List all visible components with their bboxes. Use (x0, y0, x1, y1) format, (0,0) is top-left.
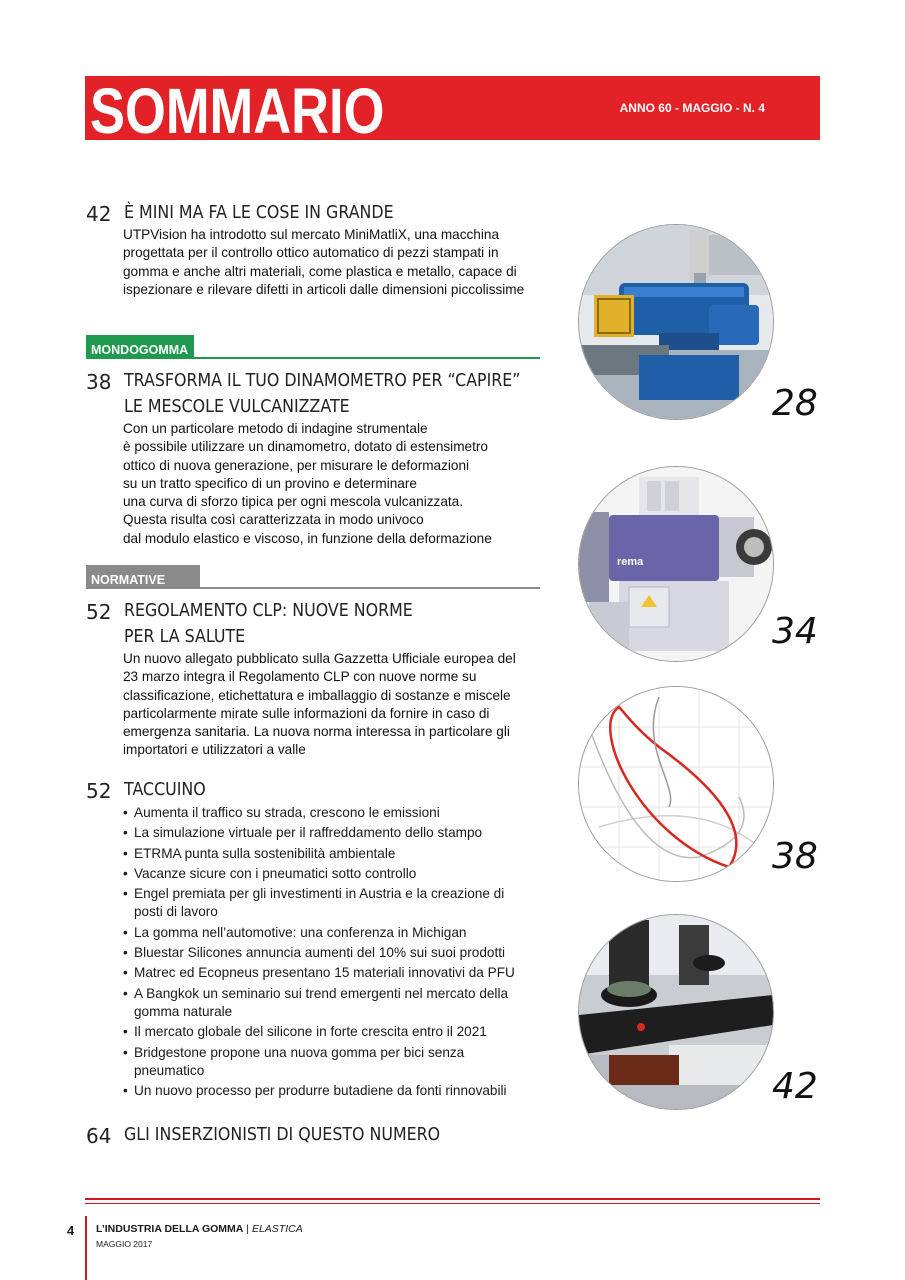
section-tag-normative (86, 565, 540, 589)
header-banner (85, 75, 820, 147)
curve-graph-photo[interactable] (578, 686, 774, 882)
rema-machine-photo[interactable] (578, 466, 774, 662)
list-item[interactable]: • Bluestar Silicones annuncia aumenti del 10% sui suoi prodotti (123, 945, 506, 961)
list-item[interactable]: • Matrec ed Ecopneus presentano 15 materiali innovativi da PFU (123, 965, 515, 981)
section-label: NORMATIVE (86, 565, 200, 589)
page-title: SOMMARIO (90, 75, 385, 147)
toc-title[interactable]: LE MESCOLE VULCANIZZATE (124, 396, 350, 417)
toc-page-number: 38 (86, 370, 112, 394)
toc-page-number: 64 (86, 1124, 112, 1148)
toc-title[interactable]: TACCUINO (124, 779, 206, 800)
footer-date: MAGGIO 2017 (96, 1239, 153, 1249)
list-item[interactable]: • La simulazione virtuale per il raffreddamento dello stampo (123, 825, 483, 841)
footer-magazine-name: L’INDUSTRIA DELLA GOMMA | ELASTICA (96, 1223, 303, 1235)
list-item[interactable]: • Aumenta il traffico su strada, crescono le emissioni (123, 805, 440, 820)
list-item[interactable]: • A Bangkok un seminario sui trend emergenti nel mercato della gomma naturale (123, 985, 509, 1019)
section-tag-mondogomma (86, 335, 540, 359)
list-item[interactable]: • La gomma nell’automotive: una conferenza in Michigan (123, 924, 467, 940)
list-item[interactable]: • Engel premiata per gli investimenti in Austria e la creazione di posti di lavoro (123, 886, 505, 920)
toc-page-number: 52 (86, 600, 112, 624)
toc-page-number: 42 (86, 202, 112, 226)
extruder-machine-photo[interactable] (578, 224, 774, 420)
toc-description: UTPVision ha introdotto sul mercato MiniMatliX, una macchina progettata per il controllo ottico automatico di pezzi stampati in gomma e anche altri materiali, come plastica e metallo, capace di ispezionare e rilevare difetti in articoli dalle dimensioni piccolissime (123, 227, 525, 297)
toc-page-number: 52 (86, 779, 112, 803)
toc-title[interactable]: GLI INSERZIONISTI DI QUESTO NUMERO (124, 1124, 441, 1145)
toc-description: Un nuovo allegato pubblicato sulla Gazzetta Ufficiale europea del 23 marzo integra il Regolamento CLP con nuove norme su classificazione, etichettatura e imballaggio di sostanze e miscele particolarmente mirate sulle informazioni da fornire in caso di emergenza sanitaria. La nuova norma interessa in particolare gli importatori e utilizzatori a valle (123, 651, 516, 758)
thumbnail-page-number: 34 (772, 611, 818, 652)
toc-title[interactable]: È MINI MA FA LE COSE IN GRANDE (124, 202, 394, 223)
footer-page-number: 4 (67, 1223, 75, 1238)
thumbnail-page-number: 38 (772, 836, 818, 877)
footer-vertical-bar (85, 1216, 87, 1280)
thumbnail-page-number: 42 (772, 1066, 818, 1107)
list-item[interactable]: • Vacanze sicure con i pneumatici sotto controllo (123, 865, 417, 881)
thumbnail-page-number: 28 (772, 383, 818, 424)
section-label: MONDOGOMMA (86, 335, 194, 359)
list-item[interactable]: • Bridgestone propone una nuova gomma per bici senza pneumatico (123, 1044, 465, 1078)
toc-title[interactable]: PER LA SALUTE (124, 626, 246, 647)
inspection-machine-photo[interactable] (578, 914, 774, 1110)
list-item[interactable]: • Un nuovo processo per produrre butadiene da fonti rinnovabili (123, 1083, 507, 1099)
toc-title[interactable]: REGOLAMENTO CLP: NUOVE NORME (124, 600, 413, 621)
toc-description: Con un particolare metodo di indagine strumentale è possibile utilizzare un dinamometro, dotato di estensimetro ottico di nuova generazione, per misurare le deformazioni su un tratto specifico di un provino e determinare una curva di sforzo tipica per ogni mescola vulcanizzata. Questa risulta così caratterizzata in modo univoco dal modulo elastico e viscoso, in funzione della deformazione (123, 421, 492, 546)
footer-divider (85, 1203, 820, 1204)
section-divider (86, 587, 540, 589)
toc-title[interactable]: TRASFORMA IL TUO DINAMOMETRO PER “CAPIRE” (124, 370, 521, 391)
issue-info: ANNO 60 - MAGGIO - N. 4 (619, 101, 765, 115)
list-item[interactable]: • ETRMA punta sulla sostenibilità ambientale (123, 845, 396, 861)
svg-text:rema: rema (617, 556, 644, 568)
section-divider (86, 357, 540, 359)
news-list (123, 804, 523, 1102)
list-item[interactable]: • Il mercato globale del silicone in forte crescita entro il 2021 (123, 1024, 487, 1040)
footer-divider (85, 1198, 820, 1200)
